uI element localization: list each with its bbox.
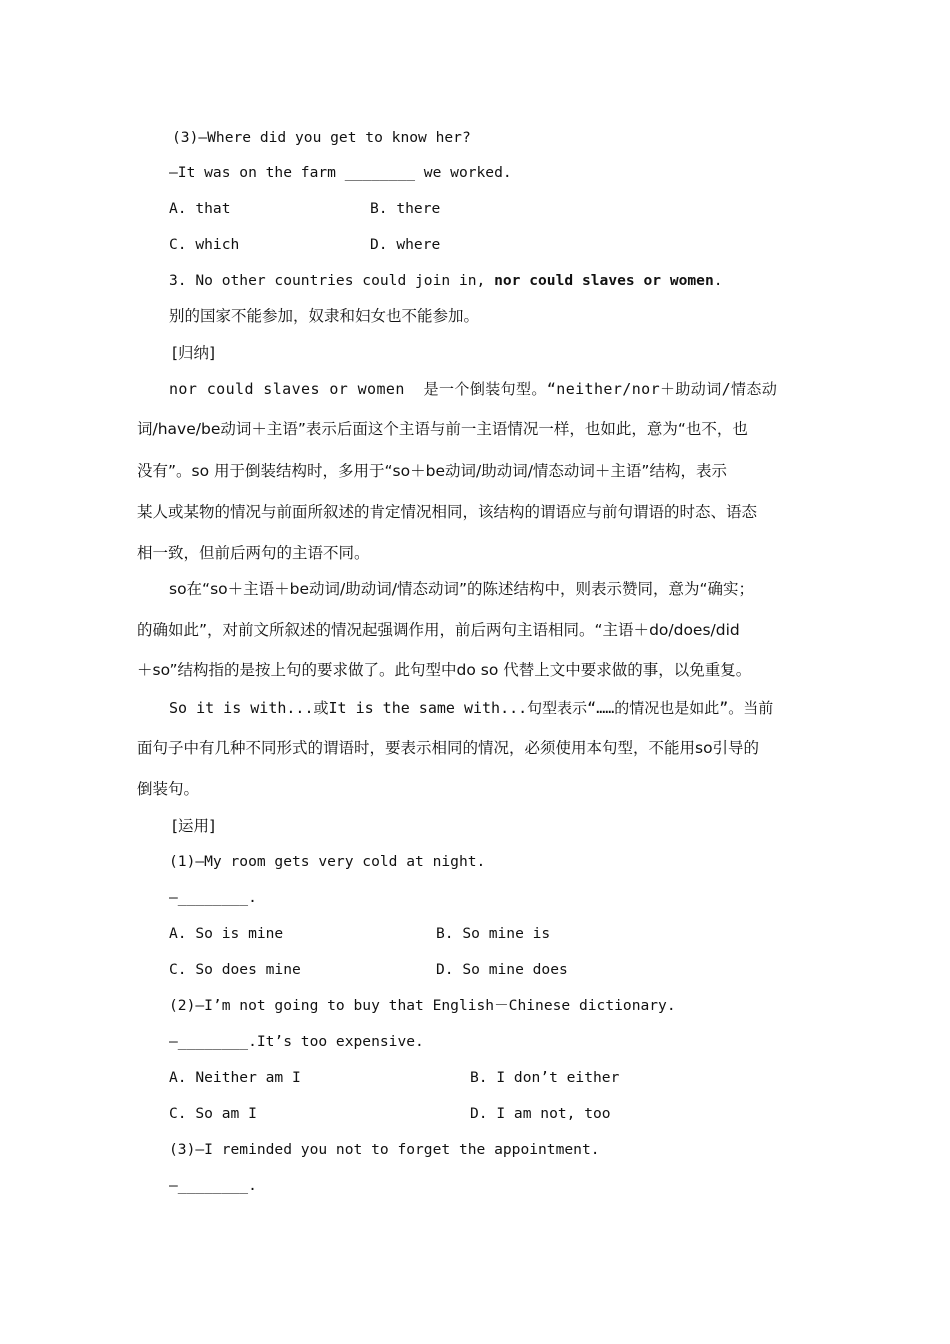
- question-stem: (3)—I reminded you not to forget the appointment.: [169, 1141, 600, 1158]
- summary-line: ＋so”结构指的是按上句的要求做了。此句型中do so 代替上文中要求做的事，以免重复。: [137, 661, 752, 679]
- option-b: B. there: [370, 200, 441, 217]
- question-stem: (3)—Where did you get to know her?: [172, 129, 471, 146]
- summary-line: 相一致，但前后两句的主语不同。: [137, 544, 370, 562]
- option-a: A. that: [169, 200, 231, 217]
- option-c: C. which: [169, 236, 240, 253]
- summary-line: 某人或某物的情况与前面所叙述的肯定情况相同，该结构的谓语应与前句谓语的时态、语态: [137, 503, 758, 521]
- question-answer-line: —________.It’s too expensive.: [169, 1033, 424, 1050]
- option-a: A. So is mine: [169, 925, 284, 942]
- option-a: A. Neither am I: [169, 1069, 301, 1086]
- summary-line: 词/have/be动词＋主语”表示后面这个主语与前一主语情况一样，也如此，意为“也不，也: [137, 420, 748, 438]
- question-stem: (1)—My room gets very cold at night.: [169, 853, 486, 870]
- example-sentence-plain: 3. No other countries could join in,: [169, 272, 495, 289]
- question-answer-line: —________.: [169, 1177, 257, 1194]
- question-answer-line: —It was on the farm ________ we worked.: [169, 164, 512, 181]
- example-sentence-end: .: [713, 272, 723, 289]
- summary-heading: [归纳]: [172, 344, 216, 362]
- summary-line: so在“so＋主语＋be动词/助动词/情态动词”的陈述结构中，则表示赞同，意为“确实；: [169, 580, 755, 598]
- example-sentence-highlight: nor could slaves or women: [494, 272, 714, 289]
- summary-line: 的确如此”，对前文所叙述的情况起强调作用，前后两句主语相同。“主语＋do/does/did: [137, 621, 740, 639]
- practice-heading: [运用]: [172, 817, 216, 835]
- option-d: D. where: [370, 236, 441, 253]
- example-translation: 别的国家不能参加，奴隶和妇女也不能参加。: [169, 307, 480, 325]
- question-stem: (2)—I’m not going to buy that English－Chinese dictionary.: [169, 997, 676, 1014]
- summary-line: 倒装句。: [137, 780, 200, 798]
- question-answer-line: —________.: [169, 889, 257, 906]
- example-sentence: [169, 271, 723, 291]
- option-c: C. So am I: [169, 1105, 257, 1122]
- option-d: D. So mine does: [436, 961, 568, 978]
- option-d: D. I am not, too: [470, 1105, 611, 1122]
- summary-line: So it is with...或It is the same with...句型表示“……的情况也是如此”。当前: [169, 699, 774, 717]
- option-c: C. So does mine: [169, 961, 301, 978]
- summary-line: 没有”。so 用于倒装结构时，多用于“so＋be动词/助动词/情态动词＋主语”结构，表示: [137, 462, 727, 480]
- option-b: B. I don’t either: [470, 1069, 620, 1086]
- option-b: B. So mine is: [436, 925, 551, 942]
- summary-line: nor could slaves or women 是一个倒装句型。“neither/nor＋助动词/情态动: [169, 380, 778, 398]
- summary-line: 面句子中有几种不同形式的谓语时，要表示相同的情况，必须使用本句型，不能用so引导的: [137, 739, 760, 757]
